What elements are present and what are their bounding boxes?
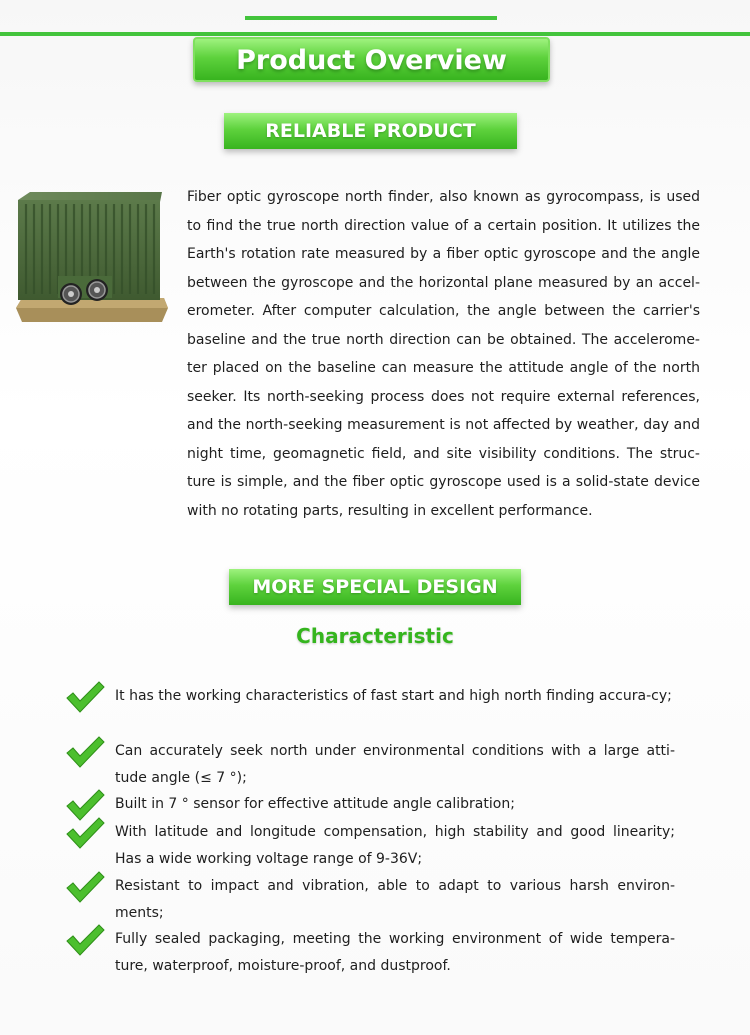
check-icon: [65, 816, 105, 850]
section-heading-design: MORE SPECIAL DESIGN: [229, 569, 521, 605]
check-icon: [65, 680, 105, 714]
header-accent-bar: [245, 16, 497, 20]
section-heading-reliable: RELIABLE PRODUCT: [224, 113, 517, 149]
feature-text: With latitude and longitude compensation, high stability and good linearity; Has a wide working voltage range of 9-36V;: [115, 824, 675, 867]
feature-text: Built in 7 ° sensor for effective attitude angle calibration;: [115, 796, 515, 812]
check-icon: [65, 870, 105, 904]
feature-text: Resistant to impact and vibration, able to adapt to various harsh environ-ments;: [115, 878, 675, 921]
gyrocompass-device-image: [14, 190, 170, 330]
check-icon: [65, 923, 105, 957]
characteristic-title: Characteristic: [296, 624, 454, 648]
check-icon: [65, 735, 105, 769]
overview-paragraph: Fiber optic gyroscope north finder, also known as gyrocompass, is used to find the true north direction value of a certain position. It utilizes the Earth's rotation rate measured by a fiber optic gyroscope and the angle between the gyroscope and the horizontal plane measured by an accel-erometer. After computer calculation, the angle between the carrier's baseline and the true north direction can be obtained. The accelerome-ter placed on the baseline can measure the attitude angle of the north seeker. Its north-seeking process does not require external references, and the north-seeking measurement is not affected by weather, day and night time, geomagnetic field, and site visibility conditions. The struc-ture is simple, and the fiber optic gyroscope used is a solid-state device with no rotating parts, resulting in excellent performance.: [187, 189, 700, 519]
feature-text: Fully sealed packaging, meeting the working environment of wide tempera-ture, waterproof, moisture-proof, and dustproof.: [115, 931, 675, 974]
page-title: Product Overview: [193, 37, 550, 82]
header-divider: [0, 32, 750, 36]
feature-text: It has the working characteristics of fast start and high north finding accura-cy;: [115, 688, 672, 704]
feature-text: Can accurately seek north under environmental conditions with a large atti-tude angle (≤ 7 °);: [115, 743, 675, 786]
